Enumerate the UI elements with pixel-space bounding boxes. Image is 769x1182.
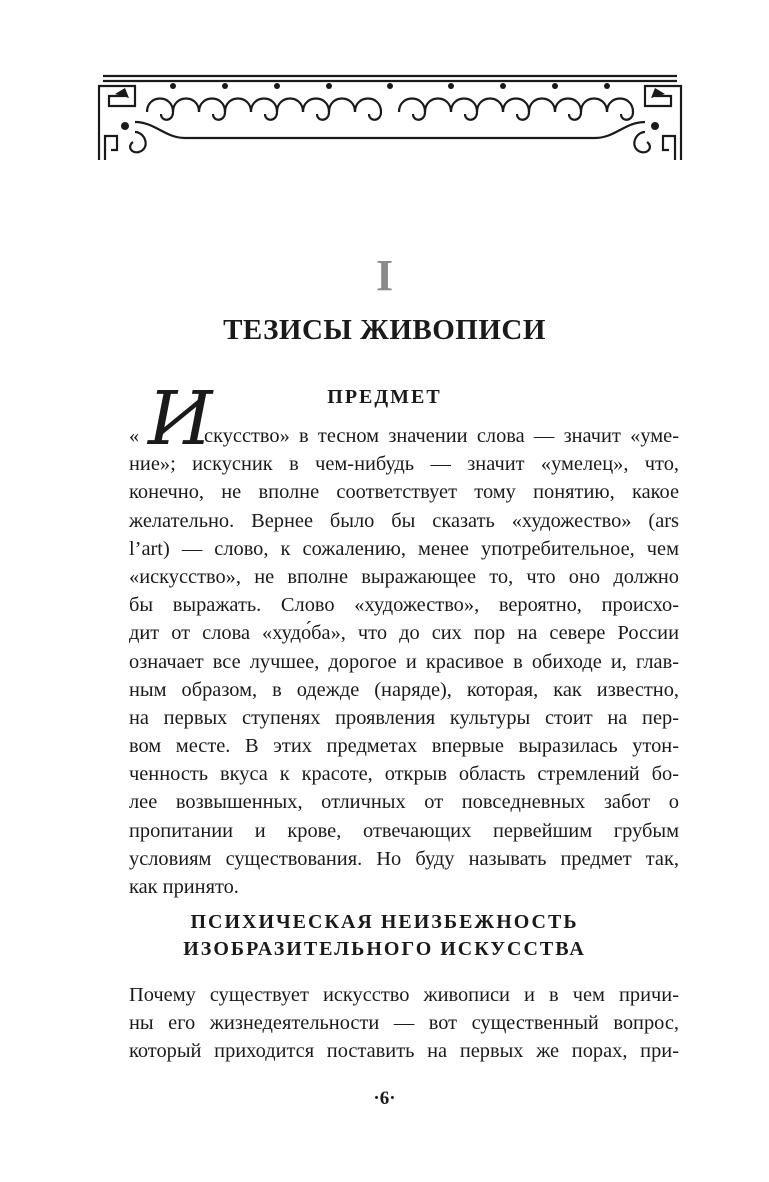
paragraph-subject [129,422,679,901]
text-line: ным образом, в одежде (наряде), которая, как известно, [129,678,679,701]
text-line: бы выражать. Слово «художество», вероятно, происхо- [129,594,679,617]
text-line: желательно. Вернее было бы сказать «художество» (ars [129,509,679,532]
page-number: ·6· [373,1088,396,1109]
text-line: l’art) — слово, к сожалению, менее употребительное, чем [129,537,679,560]
text-line: « скусство» в тесном значении слова — значит «уме- [129,425,679,447]
paragraph-psychic-inevitability [129,981,679,1066]
text-line: конечно, не вполне соответствует тому понятию, какое [129,481,679,504]
chapter-title: ТЕЗИСЫ ЖИВОПИСИ [223,314,546,346]
text-line: дит от слова «худо́ба», что до сих пор на севере России [129,622,679,645]
text-line: который приходится поставить на первых же порах, при- [129,1040,679,1063]
text-line: ны его жизнедеятельности — вот существенный вопрос, [129,1012,679,1035]
section-title-psychic-inevitability [0,909,769,963]
text-line: лее возвышенных, отличных от повседневных забот о [129,791,679,814]
section-title-line: ПСИХИЧЕСКАЯ НЕИЗБЕЖНОСТЬ [190,911,579,933]
text-line: вом месте. В этих предметах впервые выразилась утон- [129,735,679,758]
text-line: ние»; искусник в чем-нибудь — значит «умелец», что, [129,453,679,476]
text-line: означает все лучшее, дорогое и красивое в обиходе и, глав- [129,650,679,673]
text-line: как принято. [129,876,239,898]
drop-cap: И [148,376,213,462]
section-title-subject: ПРЕДМЕТ [327,386,442,408]
chapter-number: I [375,251,394,300]
text-line: «искусство», не вполне выражающее то, что оно должно [129,565,679,588]
section-title-line: ИЗОБРАЗИТЕЛЬНОГО ИСКУССТВА [183,938,586,960]
text-line: на первых ступенях проявления культуры стоит на пер- [129,706,679,729]
text-line: ченность вкуса к красоте, открыв область стремлений бо- [129,763,679,786]
text-line: условиям существования. Но буду называть предмет так, [129,847,679,870]
decorative-header-ornament [95,72,685,164]
text-line: Почему существует искусство живописи и в чем причи- [129,984,679,1006]
text-line: пропитании и крове, отвечающих первейшим грубым [129,819,679,842]
